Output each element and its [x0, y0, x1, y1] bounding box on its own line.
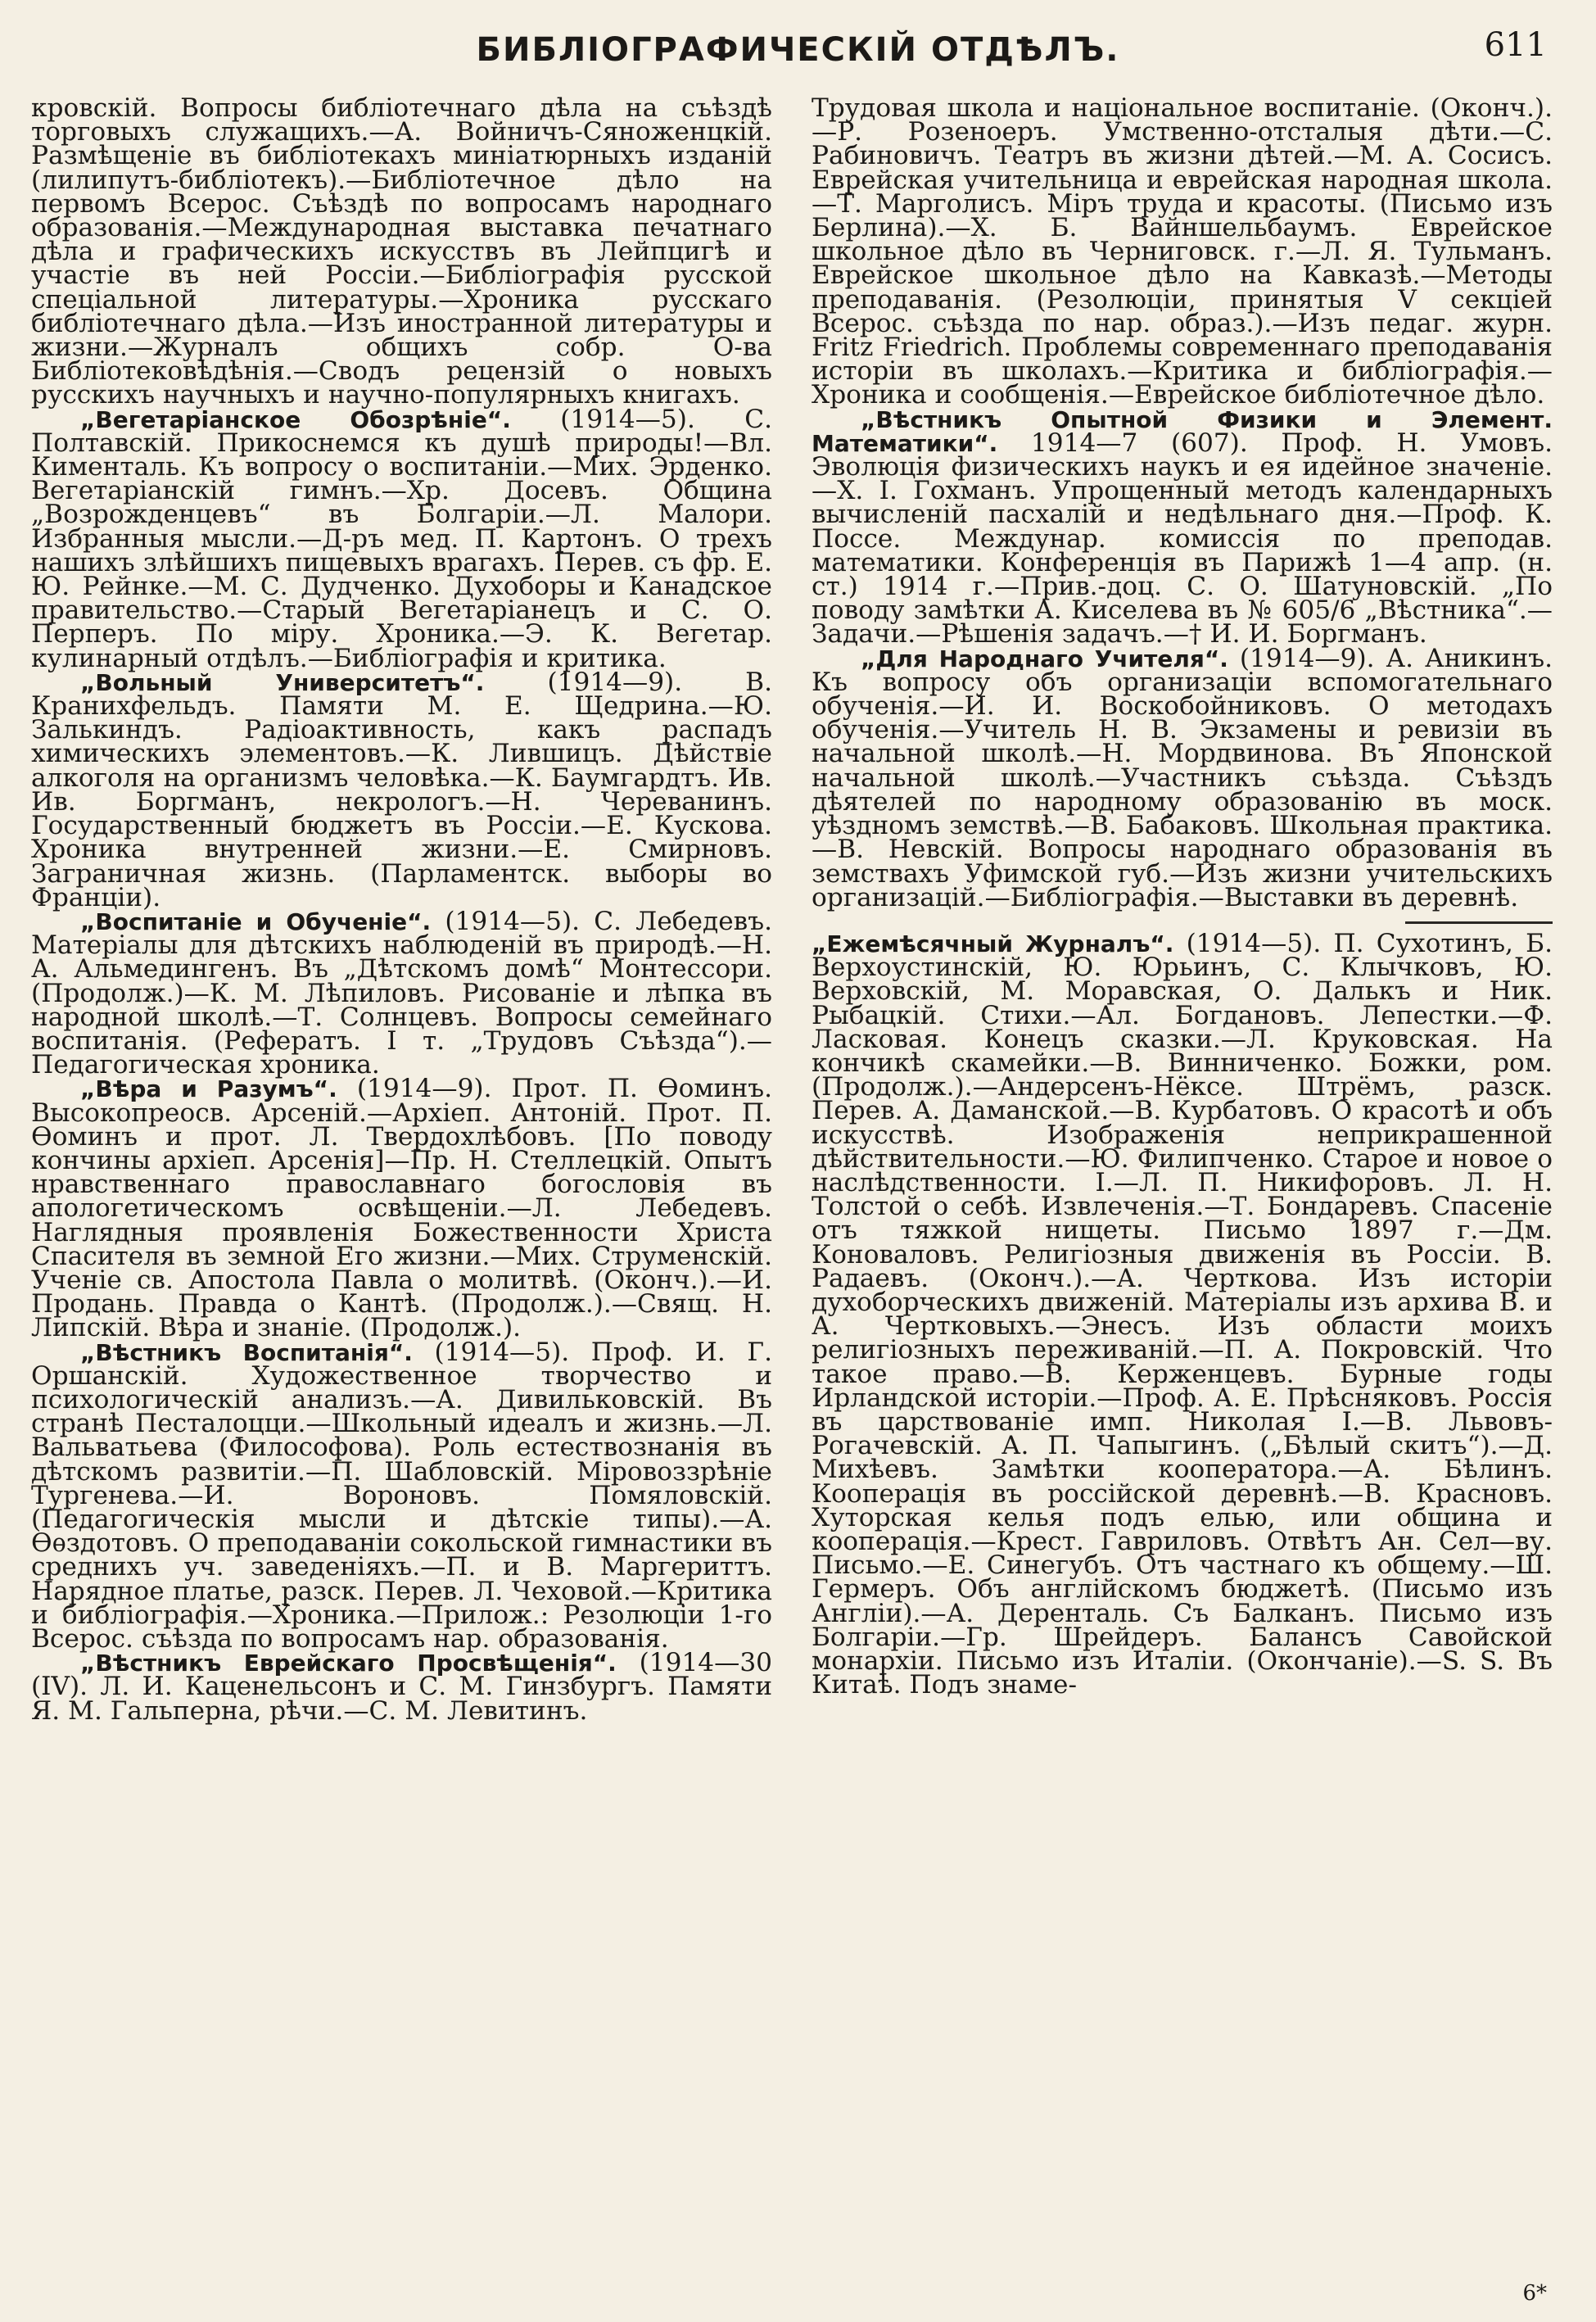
bibliography-entry: „Вѣра и Разумъ“. (1914—9). Прот. П. Ѳоминъ. Высокопреосв. Арсеній.—Архіеп. Антоній. Прот. П. Ѳоминъ и прот. Л. Твердохлѣбовъ. [По поводу кончины архіеп. Арсенія]—Пр. Н. Стеллецкій. Опытъ нравственнаго православнаго богословія въ апологетическомъ освѣщеніи.—Л. Лебедевъ. Наглядныя проявленія Божественности Христа Спасителя въ земной Его жизни.—Мих. Струменскій. Ученіе св. Апостола Павла о молитвѣ. (Оконч.).—И. Продань. Правда о Кантѣ. (Продолж.).—Свящ. Н. Липскій. Вѣра и знаніе. (Продолж.). — [31, 1074, 772, 1343]
bibliography-entry: „Ежемѣсячный Журналъ“. (1914—5). П. Сухотинъ, Б. Верхоустинскій, Ю. Юрьинъ, С. Клычковъ, Ю. Верховскій, М. Моравская, О. Далькъ и Ник. Рыбацкій. Стихи.—Ал. Богдановъ. Лепестки.—Ф. Ласковая. Конецъ сказки.—Л. Круковская. На кончикѣ скамейки.—В. Винниченко. Божки, ром. (Продолж.).—Андерсенъ-Нёксе. Штрёмъ, разск. Перев. А. Даманской.—В. Курбатовъ. О красотѣ и объ искусствѣ. Изображенія неприкрашенной дѣйствительности.—Ю. Филипченко. Старое и новое о наслѣдственности. І.—Л. П. Никифоровъ. Л. Н. Толстой о себѣ. Извлеченія.—Т. Бондаревъ. Спасеніе отъ тяжкой нищеты. Письмо 1897 г.—Дм. Коноваловъ. Религіозныя движенія въ Россіи. В. Радаевъ. (Оконч.).—А. Черткова. Изъ исторіи духоборческихъ движеній. Матеріалы изъ архива В. и А. Чертковыхъ.—Энесъ. Изъ области моихъ религіозныхъ переживаній.—П. А. Покровскій. Что такое право.—В. Керженцевъ. Бурные годы Ирландской исторіи.—Проф. А. Е. Прѣсняковъ. Россія въ царствованіе имп. Николая І.—В. Львовъ-Рогачевскій. А. П. Чапыгинъ. („Бѣлый скитъ“).—Д. Михѣевъ. Замѣтки кооператора.—А. Бѣлинъ. Кооперація въ россійской деревнѣ.—В. Красновъ. Хуторская келья подъ елью, или община и кооперація.—Крест. Гавриловъ. Отвѣтъ Ан. Сел—ву. Письмо.—Е. Синегубъ. Отъ частнаго къ общему.—Ш. Гермеръ. Объ англійскомъ бюджетѣ. (Письмо изъ Англіи).—А. Деренталь. Съ Балканъ. Письмо изъ Болгаріи.—Гр. Шрейдеръ. Балансъ Савойской монархіи. Письмо изъ Италіи. (Окончаніе).—S. S. Въ Китаѣ. Подъ знаме- — [812, 928, 1553, 1700]
printer-signature-mark: 6* — [1522, 2281, 1547, 2306]
journal-title: „Ежемѣсячный Журналъ“. — [812, 930, 1174, 957]
bibliography-entry: „Вѣстникъ Опытной Физики и Элемент. Математики“. 1914—7 (607). Проф. Н. Умовъ. Эволюція физическихъ наукъ и ея идейное значеніе.—Х. І. Гохманъ. Упрощенный методъ календарныхъ вычисленій пасхалій и недѣльнаго дня.—Проф. К. Поссе. Междунар. комиссія по преподав. математики. Конференція въ Парижѣ 1—4 апр. (н. ст.) 1914 г.—Прив.-доц. С. О. Шатуновскій. „По поводу замѣтки А. Киселева въ № 605/6 „Вѣстника“.—Задачи.—Рѣшенія задачъ.—† И. И. Боргманъ. — [812, 405, 1553, 650]
journal-title: „Вегетаріанское Обозрѣніе“. — [80, 405, 511, 433]
bibliography-entry: „Вольный Университетъ“. (1914—9). В. Кранихфельдъ. Памяти М. Е. Щедрина.—Ю. Залькиндъ. Радіоактивность, какъ распадъ химическихъ элементовъ.—К. Лившицъ. Дѣйствіе алкоголя на организмъ человѣка.—К. Баумгардтъ. Ив. Ив. Боргманъ, некрологъ.—Н. Череванинъ. Государственный бюджетъ въ Россіи.—Е. Кускова. Хроника внутренней жизни.—Е. Смирновъ. Заграничная жизнь. (Парламентск. выборы во Франціи). — [31, 667, 772, 912]
bibliography-entry: „Вегетаріанское Обозрѣніе“. (1914—5). С. Полтавскій. Прикоснемся къ душѣ природы!—Вл. Кименталь. Къ вопросу о воспитаніи.—Мих. Эрденко. Вегетаріанскій гимнъ.—Хр. Досевъ. Община „Возрожденцевъ“ въ Болгаріи.—Л. Малори. Избранныя мысли.—Д-ръ мед. П. Картонъ. О трехъ нашихъ злѣйшихъ пищевыхъ врагахъ. Перев. съ фр. Е. Ю. Рейнке.—М. С. Дудченко. Духоборы и Канадское правительство.—Старый Вегетаріанецъ и С. О. Перперъ. По міру. Хроника.—Э. К. Вегетар. кулинарный отдѣлъ.—Библіографія и критика. — [31, 404, 772, 673]
journal-title: „Вольный Университетъ“. — [80, 668, 485, 696]
bibliography-entry: „Вѣстникъ Еврейскаго Просвѣщенія“. (1914—30 (IV). Л. И. Каценельсонъ и С. М. Гинзбургъ. Памяти Я. М. Гальперна, рѣчи.—С. М. Левитинъ. — [31, 1648, 772, 1726]
bibliography-entry: „Воспитаніе и Обученіе“. (1914—5). С. Лебедевъ. Матеріалы для дѣтскихъ наблюденій въ природѣ.—Н. А. Альмедингенъ. Въ „Дѣтскомъ домѣ“ Монтессори. (Продолж.)—К. М. Лѣпиловъ. Рисованіе и лѣпка въ народной школѣ.—Т. Солнцевъ. Вопросы семейнаго воспитанія. (Рефератъ. І т. „Трудовъ Съѣзда“).—Педагогическая хроника. — [31, 906, 772, 1080]
left-column — [31, 97, 772, 2259]
running-header — [33, 23, 1563, 80]
journal-title: „Вѣра и Разумъ“. — [80, 1075, 337, 1103]
journal-title: „Вѣстникъ Опытной Физики и Элемент. Математики“. — [812, 405, 1553, 457]
journal-title: „Вѣстникъ Еврейскаго Просвѣщенія“. — [80, 1650, 617, 1677]
section-title: БИБЛІОГРАФИЧЕСКІЙ ОТДѢЛЪ. — [476, 31, 1120, 69]
section-divider — [1405, 921, 1553, 924]
bibliography-entry: кровскій. Вопросы библіотечнаго дѣла на съѣздѣ торговыхъ служащихъ.—А. Войничъ-Сяноженцкій. Размѣщеніе въ библіотекахъ миніатюрныхъ изданій (лилипутъ-библіотекъ).—Библіотечное дѣло на первомъ Всерос. Съѣздѣ по вопросамъ народнаго образованія.—Международная выставка печатнаго дѣла и графическихъ искусствъ въ Лейпцигѣ и участіе въ ней Россіи.—Библіографія русской спеціальной литературы.—Хроника русскаго библіотечнаго дѣла.—Изъ иностранной литературы и жизни.—Журналъ общихъ собр. О-ва Библіотековѣдѣнія.—Сводъ рецензій о новыхъ русскихъ научныхъ и научно-популярныхъ книгахъ. — [31, 97, 772, 410]
journal-title: „Вѣстникъ Воспитанія“. — [80, 1338, 413, 1366]
right-column — [812, 97, 1553, 2259]
bibliography-entry: „Вѣстникъ Воспитанія“. (1914—5). Проф. И. Г. Оршанскій. Художественное творчество и психологическій анализъ.—А. Дивильковскій. Въ странѣ Песталоцци.—Школьный идеалъ и жизнь.—Л. Вальватьева (Философова). Роль естествознанія въ дѣтскомъ развитіи.—П. Шабловскій. Міровоззрѣніе Тургенева.—И. Вороновъ. Помяловскій. (Педагогическія мысли и дѣтскіе типы).—А. Ѳѳздотовъ. О преподаваніи сокольской гимнастики въ среднихъ уч. заведеніяхъ.—П. и В. Маргериттъ. Нарядное платье, разск. Перев. Л. Чеховой.—Критика и библіографія.—Хроника.—Прилож.: Резолюціи 1-го Всерос. съѣзда по вопросамъ нар. образованія. — [31, 1337, 772, 1654]
journal-title: „Воспитаніе и Обученіе“. — [80, 908, 432, 935]
bibliography-entry: Трудовая школа и національное воспитаніе. (Оконч.).—Р. Розеноеръ. Умственно-отсталыя дѣти.—С. Рабиновичъ. Театръ въ жизни дѣтей.—М. А. Сосисъ. Еврейская учительница и еврейская народная школа.—Т. Марголисъ. Міръ труда и красоты. (Письмо изъ Берлина).—Х. Б. Вайншельбаумъ. Еврейское школьное дѣло въ Черниговск. г.—Л. Я. Тульманъ. Еврейское школьное дѣло на Кавказѣ.—Методы преподаванія. (Резолюціи, принятыя V секціей Всерос. съѣзда по нар. образ.).—Изъ педаг. журн. Fritz Friedrich. Проблемы современнаго преподаванія исторіи въ школахъ.—Критика и библіографія.—Хроника и сообщенія.—Еврейское библіотечное дѣло. — [812, 97, 1553, 410]
journal-title: „Для Народнаго Учителя“. — [861, 645, 1228, 672]
page-number: 611 — [1484, 26, 1547, 64]
bibliography-entry: „Для Народнаго Учителя“. (1914—9). А. Аникинъ. Къ вопросу объ организаціи вспомогательнаго обученія.—И. И. Воскобойниковъ. О методахъ обученія.—Учитель Н. В. Экзамены и ревизіи въ начальной школѣ.—Н. Мордвинова. Въ Японской начальной школѣ.—Участникъ съѣзда. Съѣздъ дѣятелей по народному образованію въ моск. уѣздномъ земствѣ.—В. Бабаковъ. Школьная практика.—В. Невскій. Вопросы народнаго образованія въ земствахъ Уфимской губ.—Изъ жизни учительскихъ организацій.—Библіографія.—Выставки въ деревнѣ. — [812, 643, 1553, 912]
